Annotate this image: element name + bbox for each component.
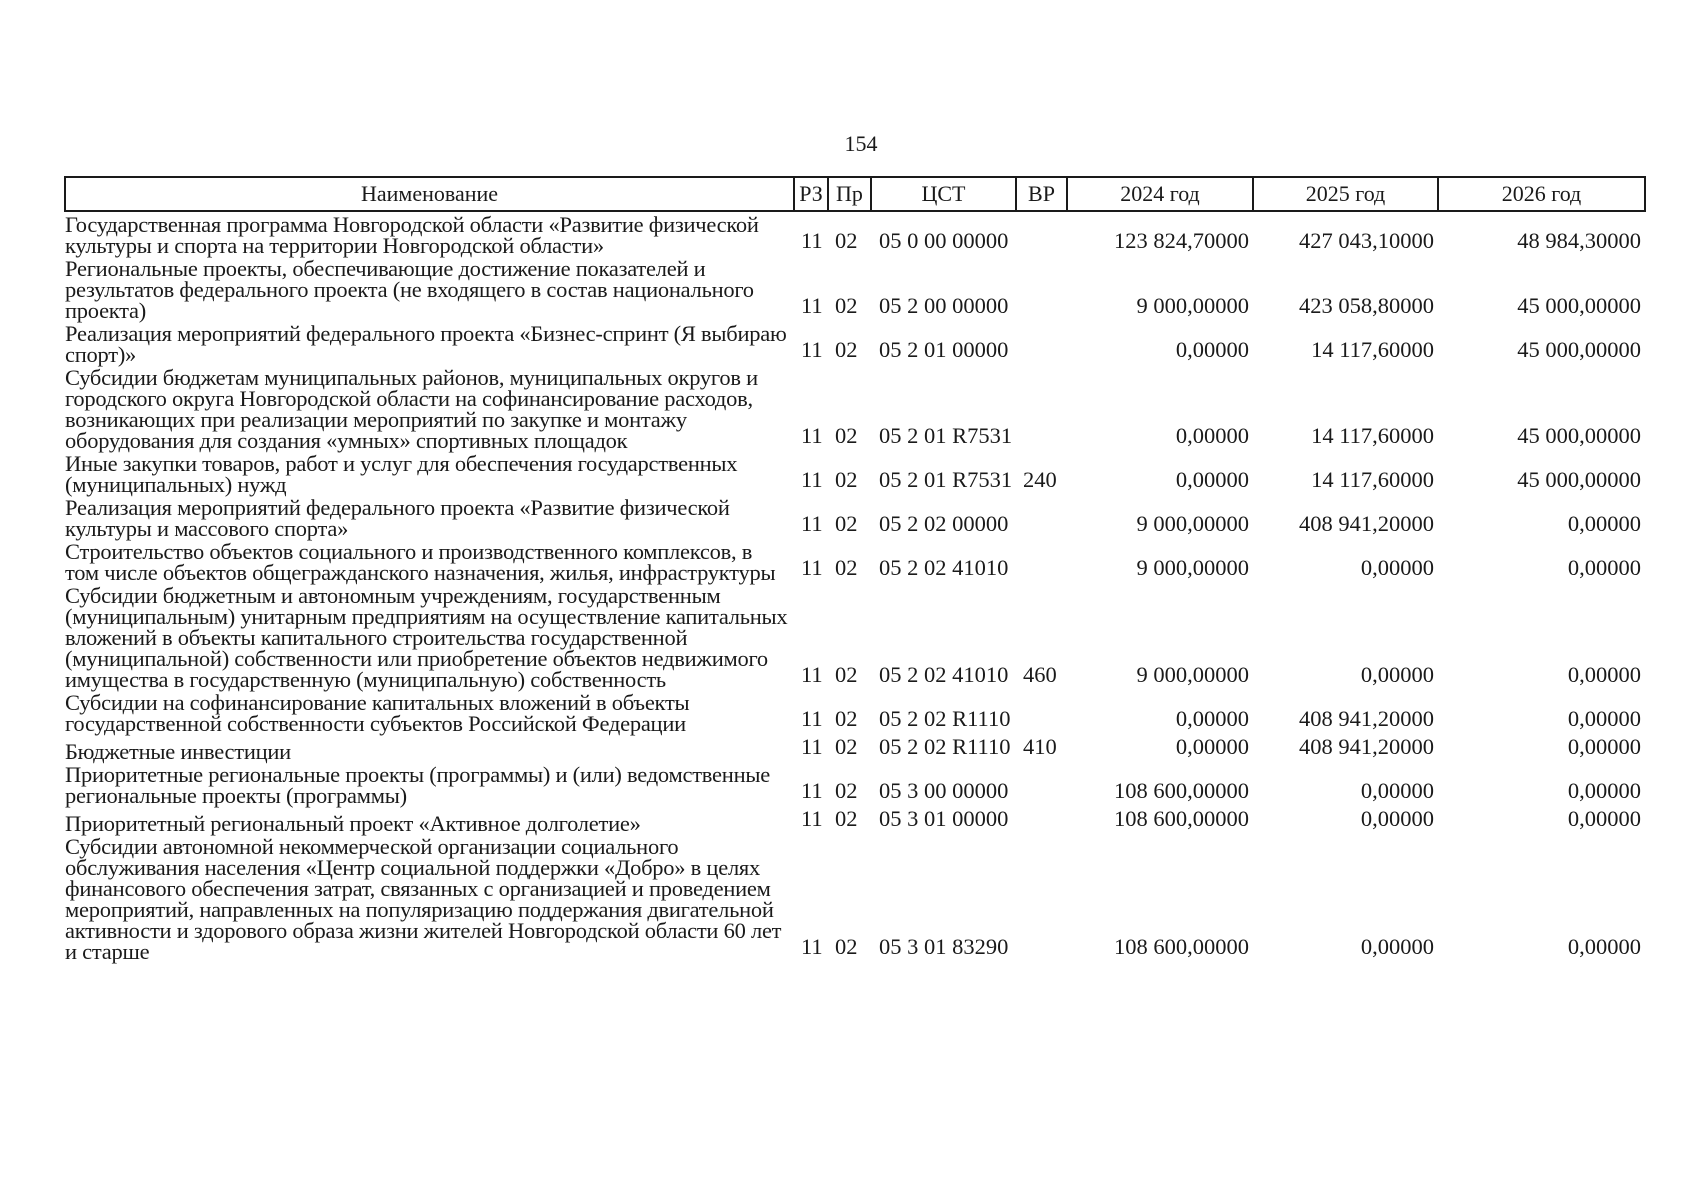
row-2025: 423 058,80000 [1299, 293, 1434, 318]
row-vr [1016, 690, 1067, 734]
header-name: Наименование [65, 177, 794, 211]
row-cst: 05 2 02 00000 [879, 511, 1009, 536]
table-row [65, 256, 1645, 321]
row-rz: 11 [801, 778, 823, 803]
row-cst: 05 2 02 41010 [879, 555, 1009, 580]
row-rz: 11 [801, 555, 823, 580]
table-row [65, 834, 1645, 962]
row-2024: 108 600,00000 [1114, 806, 1249, 831]
header-vr: ВР [1016, 177, 1067, 211]
row-2026: 45 000,00000 [1517, 467, 1641, 492]
row-vr [1016, 539, 1067, 583]
row-2024: 9 000,00000 [1136, 662, 1249, 687]
row-rz: 11 [801, 228, 823, 253]
budget-table [64, 176, 1646, 962]
page-number: 154 [844, 131, 878, 156]
header-2024: 2024 год [1067, 177, 1253, 211]
row-pr: 02 [835, 806, 858, 831]
row-2026: 0,00000 [1567, 934, 1641, 959]
row-rz: 11 [801, 467, 823, 492]
row-cst: 05 2 00 00000 [879, 293, 1009, 318]
row-cst: 05 2 02 R1110 [879, 706, 1011, 731]
row-2026: 0,00000 [1567, 806, 1641, 831]
row-2024: 108 600,00000 [1114, 778, 1249, 803]
header-cst: ЦСТ [871, 177, 1016, 211]
row-rz: 11 [801, 423, 823, 448]
table-row [65, 734, 1645, 762]
row-vr: 410 [1023, 734, 1057, 759]
row-2026: 48 984,30000 [1517, 228, 1641, 253]
row-name: Субсидии бюджетным и автономным учреждениям, государственным (муниципальным) унитарным предприятиям на осуществление капитальных вложений в объекты капитального строительства государственной (муниципальной) собственности или приобретение объектов недвижимого имущества в государственную (муниципальную) собственность [65, 583, 788, 692]
row-2025: 14 117,60000 [1311, 337, 1434, 362]
row-2025: 427 043,10000 [1299, 228, 1434, 253]
row-2026: 0,00000 [1567, 734, 1641, 759]
row-name: Реализация мероприятий федерального проекта «Развитие физической культуры и массового спорта» [65, 495, 730, 541]
table-row [65, 321, 1645, 365]
row-vr [1016, 211, 1067, 256]
row-2024: 0,00000 [1175, 706, 1249, 731]
header-2026: 2026 год [1438, 177, 1645, 211]
row-pr: 02 [835, 511, 858, 536]
row-2024: 108 600,00000 [1114, 934, 1249, 959]
table-row [65, 583, 1645, 690]
row-name: Реализация мероприятий федерального проекта «Бизнес-спринт (Я выбираю спорт)» [65, 321, 787, 367]
row-vr [1016, 834, 1067, 962]
row-cst: 05 3 00 00000 [879, 778, 1009, 803]
row-2025: 0,00000 [1360, 662, 1434, 687]
table-row [65, 690, 1645, 734]
row-pr: 02 [835, 423, 858, 448]
row-2026: 0,00000 [1567, 662, 1641, 687]
row-cst: 05 3 01 83290 [879, 934, 1009, 959]
row-2024: 9 000,00000 [1136, 293, 1249, 318]
row-pr: 02 [835, 555, 858, 580]
row-2024: 0,00000 [1175, 423, 1249, 448]
row-pr: 02 [835, 337, 858, 362]
row-2026: 0,00000 [1567, 511, 1641, 536]
row-cst: 05 3 01 00000 [879, 806, 1009, 831]
row-pr: 02 [835, 228, 858, 253]
row-vr [1016, 806, 1067, 834]
table-header-row [65, 177, 1645, 211]
row-rz: 11 [801, 293, 823, 318]
row-vr [1016, 762, 1067, 806]
row-cst: 05 0 00 00000 [879, 228, 1009, 253]
row-2024: 9 000,00000 [1136, 555, 1249, 580]
row-pr: 02 [835, 467, 858, 492]
row-2025: 14 117,60000 [1311, 423, 1434, 448]
row-2024: 0,00000 [1175, 337, 1249, 362]
row-rz: 11 [801, 806, 823, 831]
row-name: Субсидии на софинансирование капитальных вложений в объекты государственной собственности субъектов Российской Федерации [65, 690, 690, 736]
row-vr [1016, 321, 1067, 365]
row-name: Приоритетные региональные проекты (программы) и (или) ведомственные региональные проекты (программы) [65, 762, 770, 808]
row-name: Региональные проекты, обеспечивающие достижение показателей и результатов федерального проекта (не входящего в состав национального проекта) [65, 256, 754, 323]
row-cst: 05 2 02 R1110 [879, 734, 1011, 759]
row-rz: 11 [801, 511, 823, 536]
row-rz: 11 [801, 706, 823, 731]
row-cst: 05 2 02 41010 [879, 662, 1009, 687]
table-row [65, 211, 1645, 256]
header-rz: РЗ [794, 177, 828, 211]
row-pr: 02 [835, 734, 858, 759]
row-vr: 240 [1023, 467, 1057, 492]
row-rz: 11 [801, 337, 823, 362]
row-rz: 11 [801, 934, 823, 959]
row-cst: 05 2 01 R7531 [879, 423, 1013, 448]
row-cst: 05 2 01 00000 [879, 337, 1009, 362]
header-2025: 2025 год [1253, 177, 1438, 211]
row-2026: 0,00000 [1567, 778, 1641, 803]
row-vr: 460 [1023, 662, 1057, 687]
row-2026: 0,00000 [1567, 555, 1641, 580]
row-name: Иные закупки товаров, работ и услуг для обеспечения государственных (муниципальных) нужд [65, 451, 738, 497]
row-2026: 45 000,00000 [1517, 423, 1641, 448]
row-pr: 02 [835, 662, 858, 687]
row-2024: 9 000,00000 [1136, 511, 1249, 536]
row-2025: 408 941,20000 [1299, 706, 1434, 731]
row-2025: 0,00000 [1360, 555, 1434, 580]
table-row [65, 365, 1645, 451]
row-rz: 11 [801, 734, 823, 759]
row-name: Приоритетный региональный проект «Активное долголетие» [65, 811, 641, 836]
row-name: Государственная программа Новгородской области «Развитие физической культуры и спорта на территории Новгородской области» [65, 212, 759, 258]
row-vr [1016, 256, 1067, 321]
row-name: Строительство объектов социального и производственного комплексов, в том числе объектов общегражданского назначения, жилья, инфраструктуры [65, 539, 776, 585]
table-row [65, 762, 1645, 806]
row-2024: 123 824,70000 [1114, 228, 1249, 253]
row-2025: 0,00000 [1360, 806, 1434, 831]
table-row [65, 539, 1645, 583]
row-2026: 0,00000 [1567, 706, 1641, 731]
row-2025: 0,00000 [1360, 934, 1434, 959]
header-pr: Пр [828, 177, 871, 211]
row-2025: 14 117,60000 [1311, 467, 1434, 492]
row-2026: 45 000,00000 [1517, 293, 1641, 318]
row-2025: 408 941,20000 [1299, 511, 1434, 536]
table-row [65, 806, 1645, 834]
row-name: Субсидии бюджетам муниципальных районов, муниципальных округов и городского округа Новгородской области на софинансирование расходов, возникающих при реализации мероприятий по закупке и монтажу оборудования для создания «умных» спортивных площадок [65, 365, 758, 453]
row-2024: 0,00000 [1175, 467, 1249, 492]
row-pr: 02 [835, 934, 858, 959]
row-vr [1016, 495, 1067, 539]
row-rz: 11 [801, 662, 823, 687]
row-2024: 0,00000 [1175, 734, 1249, 759]
row-name: Бюджетные инвестиции [65, 739, 291, 764]
row-name: Субсидии автономной некоммерческой организации социального обслуживания населения «Центр социальной поддержки «Добро» в целях финансового обеспечения затрат, связанных с организацией и проведением мероприятий, направленных на популяризацию поддержания двигательной активности и здорового образа жизни жителей Новгородской области 60 лет и старше [65, 834, 782, 964]
table-row [65, 451, 1645, 495]
row-pr: 02 [835, 706, 858, 731]
row-pr: 02 [835, 778, 858, 803]
row-2026: 45 000,00000 [1517, 337, 1641, 362]
row-2025: 408 941,20000 [1299, 734, 1434, 759]
row-2025: 0,00000 [1360, 778, 1434, 803]
row-cst: 05 2 01 R7531 [879, 467, 1013, 492]
row-pr: 02 [835, 293, 858, 318]
table-row [65, 495, 1645, 539]
row-vr [1016, 365, 1067, 451]
